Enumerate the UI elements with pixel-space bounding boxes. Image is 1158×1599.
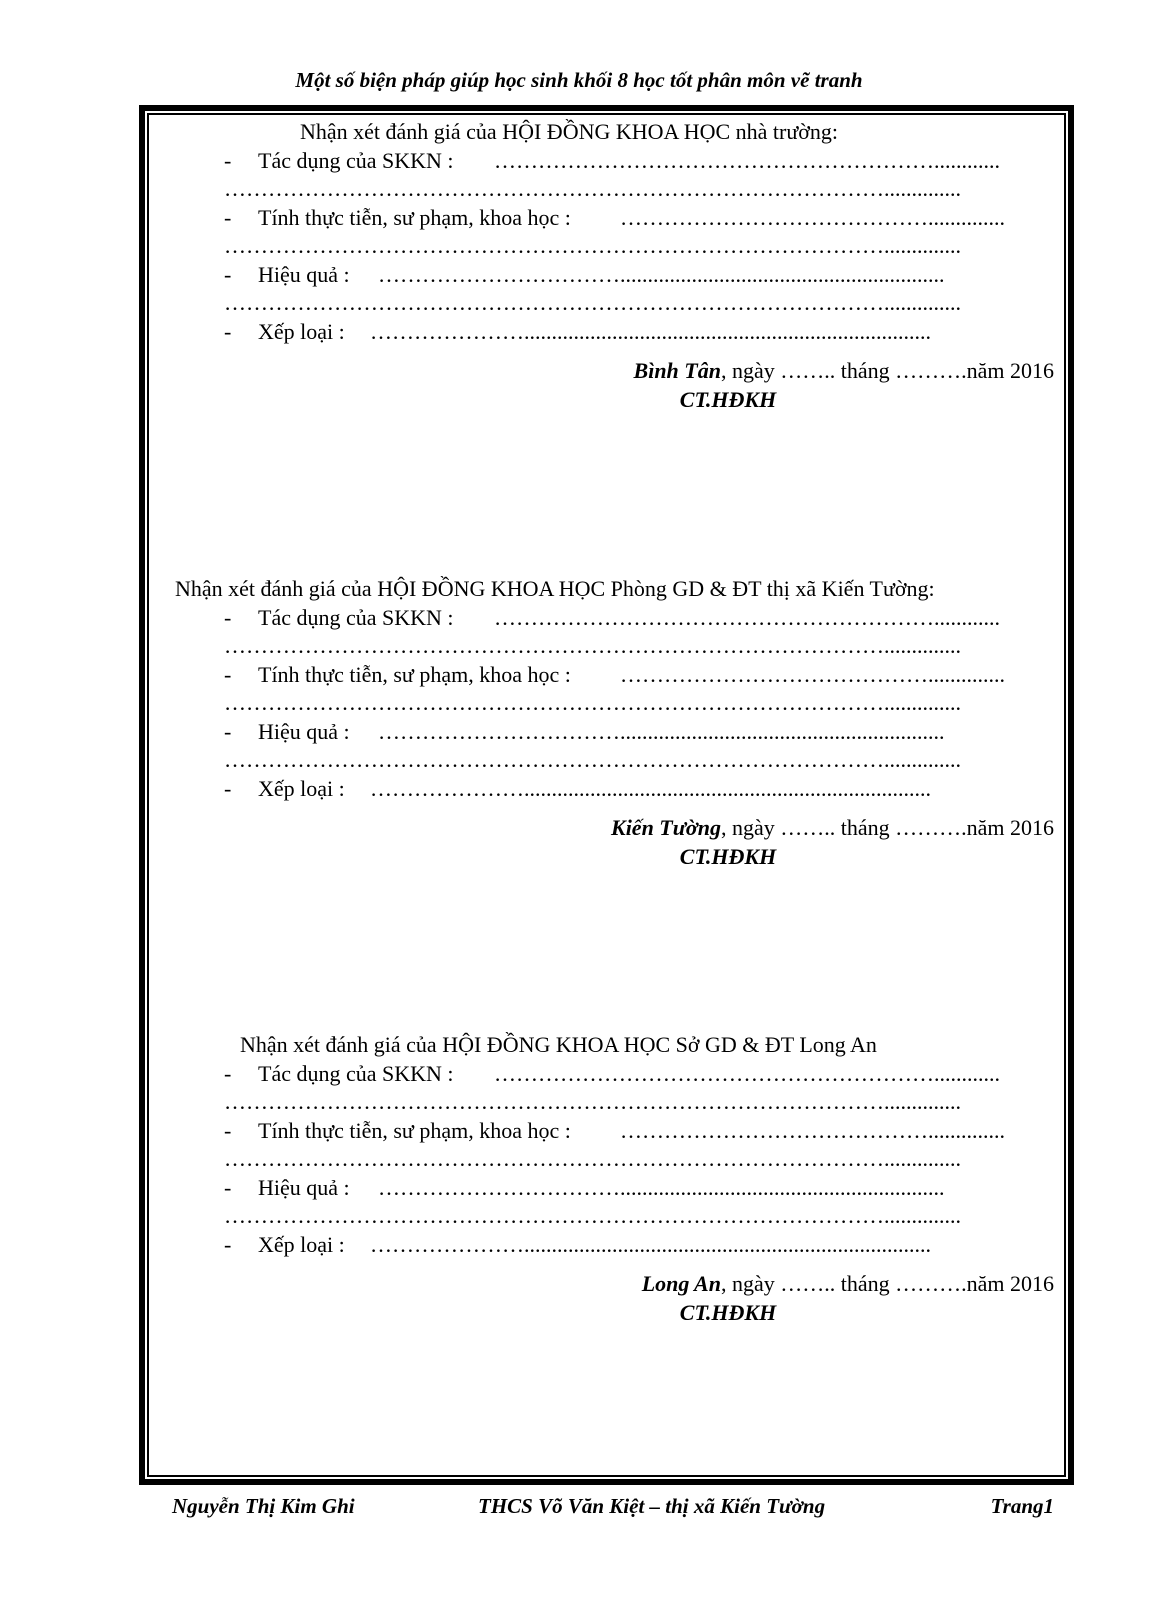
criteria-label: Xếp loại : (258, 775, 345, 801)
answer-dotted-line: ………………….......................................................................... (370, 775, 931, 801)
section-heading: Nhận xét đánh giá của HỘI ĐỒNG KHOA HỌC nhà trường: (300, 119, 839, 144)
date-text: , ngày …….. tháng ……….năm 2016 (720, 815, 1054, 840)
criteria-label: Xếp loại : (258, 318, 345, 344)
bullet-dash: - (224, 604, 232, 630)
criteria-label: Tác dụng của SKKN : (258, 147, 454, 173)
criteria-label: Hiệu quả : (258, 1174, 350, 1200)
answer-dotted-line: ……………………………………………………............ (494, 604, 1000, 630)
answer-continuation-line: ……………………………………………………………………………….............. (224, 176, 961, 201)
date-place: Kiến Tường (611, 815, 721, 840)
bullet-dash: - (224, 1117, 232, 1143)
answer-dotted-line: ………………….......................................................................... (370, 1231, 931, 1257)
date-place: Bình Tân (633, 358, 721, 383)
answer-dotted-line: …………………………………….............. (620, 204, 1005, 230)
footer-author: Nguyễn Thị Kim Ghi (172, 1494, 355, 1518)
answer-dotted-line: ……………………………………………………............ (494, 147, 1000, 173)
criteria-label: Tác dụng của SKKN : (258, 604, 454, 630)
answer-continuation-line: ……………………………………………………………………………….............. (224, 690, 961, 715)
bullet-dash: - (224, 661, 232, 687)
criteria-label: Tính thực tiễn, sư phạm, khoa học : (258, 661, 571, 687)
date-text: , ngày …….. tháng ……….năm 2016 (720, 358, 1054, 383)
answer-continuation-line: ……………………………………………………………………………….............. (224, 747, 961, 772)
answer-dotted-line: ……………………………........................................................... (378, 718, 945, 744)
bullet-dash: - (224, 775, 232, 801)
signature-title: CT.HĐKH (679, 387, 777, 412)
bullet-dash: - (224, 718, 232, 744)
bullet-dash: - (224, 1231, 232, 1257)
date-line (634, 358, 1054, 384)
bullet-dash: - (224, 261, 232, 287)
answer-dotted-line: ……………………………........................................................... (378, 261, 945, 287)
answer-dotted-line: ……………………………………………………............ (494, 1060, 1000, 1086)
signature-title: CT.HĐKH (679, 844, 777, 869)
page-header-title: Một số biện pháp giúp học sinh khối 8 học tốt phân môn vẽ tranh (295, 68, 863, 92)
answer-dotted-line: …………………………………….............. (620, 661, 1005, 687)
signature-title: CT.HĐKH (679, 1300, 777, 1325)
answer-continuation-line: ……………………………………………………………………………….............. (224, 1146, 961, 1171)
section-heading: Nhận xét đánh giá của HỘI ĐỒNG KHOA HỌC Phòng GD & ĐT thị xã Kiến Tường: (175, 576, 935, 601)
bullet-dash: - (224, 1174, 232, 1200)
date-text: , ngày …….. tháng ……….năm 2016 (720, 1271, 1054, 1296)
answer-continuation-line: ……………………………………………………………………………….............. (224, 633, 961, 658)
criteria-label: Tính thực tiễn, sư phạm, khoa học : (258, 1117, 571, 1143)
criteria-label: Hiệu quả : (258, 261, 350, 287)
bullet-dash: - (224, 147, 232, 173)
answer-continuation-line: ……………………………………………………………………………….............. (224, 1089, 961, 1114)
footer-page-number: Trang1 (990, 1494, 1054, 1518)
bullet-dash: - (224, 1060, 232, 1086)
bullet-dash: - (224, 204, 232, 230)
date-line (611, 815, 1054, 841)
answer-dotted-line: ……………………………........................................................... (378, 1174, 945, 1200)
date-line (642, 1271, 1054, 1297)
criteria-label: Xếp loại : (258, 1231, 345, 1257)
criteria-label: Tác dụng của SKKN : (258, 1060, 454, 1086)
answer-dotted-line: ………………….......................................................................... (370, 318, 931, 344)
section-heading: Nhận xét đánh giá của HỘI ĐỒNG KHOA HỌC Sở GD & ĐT Long An (240, 1032, 877, 1057)
criteria-label: Hiệu quả : (258, 718, 350, 744)
footer-school: THCS Võ Văn Kiệt – thị xã Kiến Tường (478, 1494, 826, 1518)
answer-continuation-line: ……………………………………………………………………………….............. (224, 233, 961, 258)
date-place: Long An (641, 1271, 721, 1296)
criteria-label: Tính thực tiễn, sư phạm, khoa học : (258, 204, 571, 230)
answer-continuation-line: ……………………………………………………………………………….............. (224, 1203, 961, 1228)
answer-continuation-line: ……………………………………………………………………………….............. (224, 290, 961, 315)
bullet-dash: - (224, 318, 232, 344)
answer-dotted-line: …………………………………….............. (620, 1117, 1005, 1143)
